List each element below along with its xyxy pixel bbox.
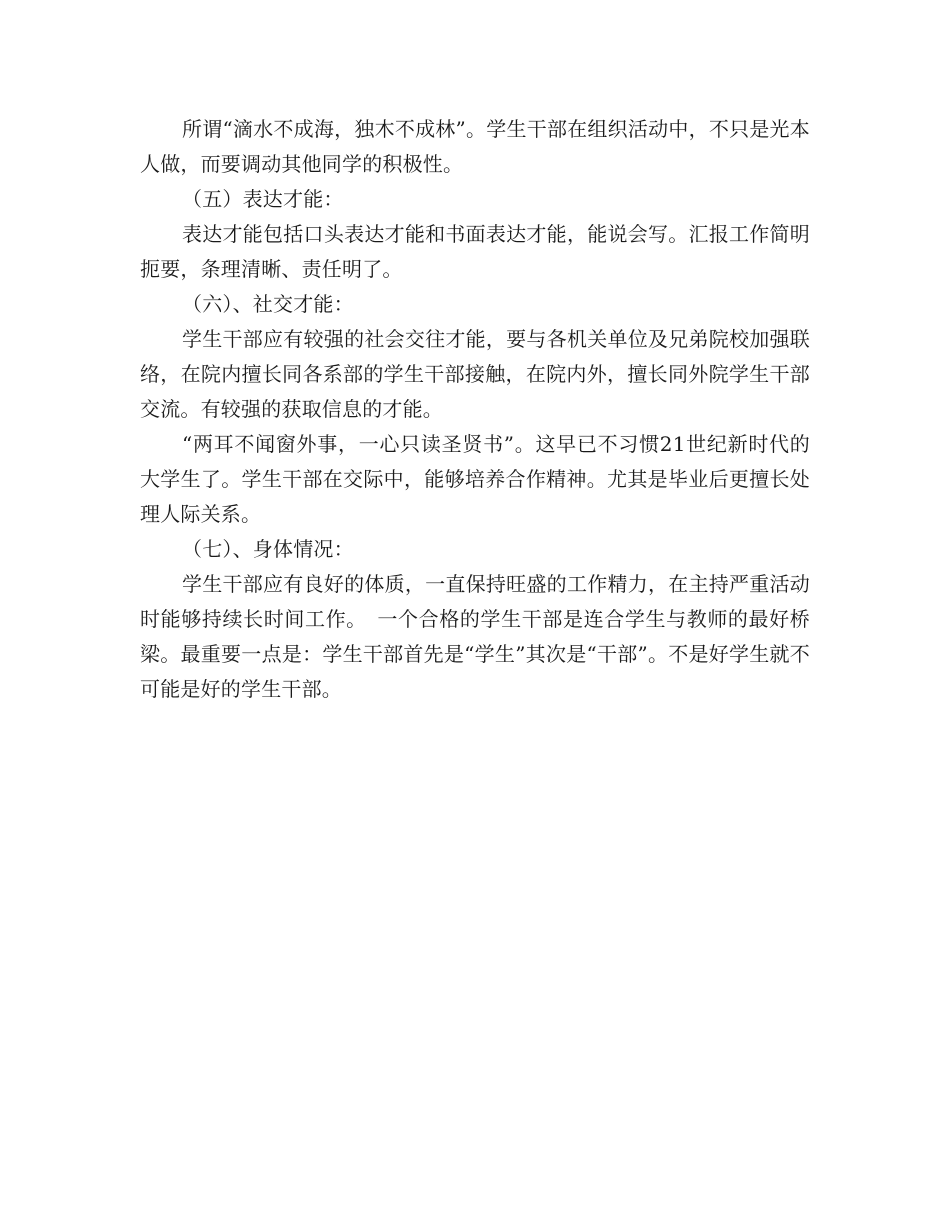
section-heading-expression: （五）表达才能：: [182, 187, 344, 211]
paragraph-expression: 表达才能包括口头表达才能和书面表达才能，能说会写。汇报工作简明扼要，条理清晰、责任明了。: [140, 222, 810, 281]
paragraph-health: 学生干部应有良好的体质，一直保持旺盛的工作精力，在主持严重活动时能够持续长时间工作。 一个合格的学生干部是连合学生与教师的最好桥梁。最重要一点是：学生干部首先是“学生”其次是“干部”。不是好学生就不可能是好的学生干部。: [140, 572, 810, 701]
document-body: [140, 112, 810, 707]
paragraph-quote: “两耳不闻窗外事，一心只读圣贤书”。这早已不习惯21世纪新时代的大学生了。学生干部在交际中，能够培养合作精神。尤其是毕业后更擅长处理人际关系。: [140, 432, 810, 526]
section-heading-social: （六）、社交才能：: [182, 292, 354, 316]
section-heading-health: （七）、身体情况：: [182, 537, 354, 561]
paragraph-social: 学生干部应有较强的社会交往才能，要与各机关单位及兄弟院校加强联络，在院内擅长同各系部的学生干部接触，在院内外，擅长同外院学生干部交流。有较强的获取信息的才能。: [140, 327, 810, 421]
paragraph-unity: 所谓“滴水不成海，独木不成林”。学生干部在组织活动中，不只是光本人做，而要调动其他同学的积极性。: [140, 117, 810, 176]
